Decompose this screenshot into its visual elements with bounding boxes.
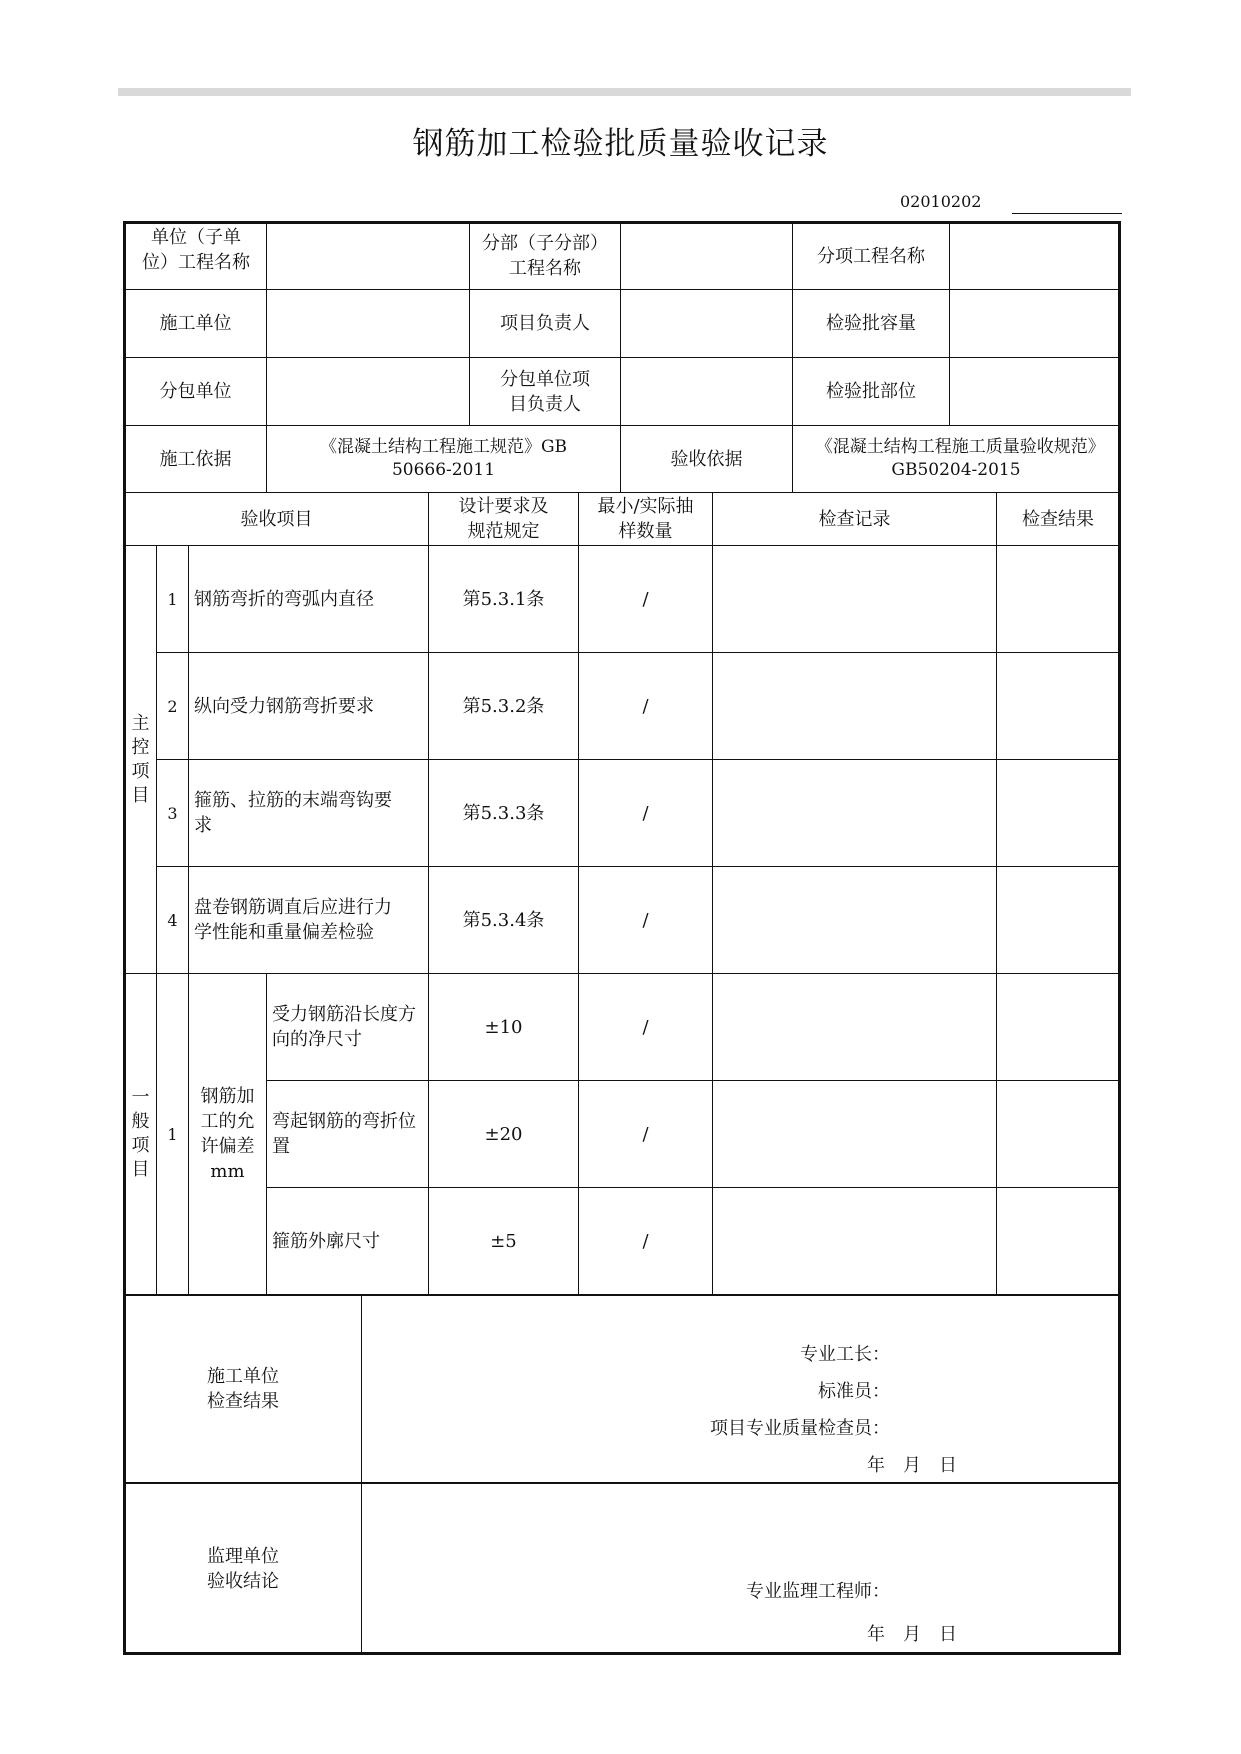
main-control-char: 目 — [131, 784, 150, 806]
item-description: 箍筋、拉筋的末端弯钩要求 — [194, 790, 392, 836]
item-result-field[interactable] — [997, 653, 1119, 759]
sub-item-name-value[interactable] — [950, 223, 1119, 289]
header-inspection-record: 检查记录 — [818, 508, 891, 530]
acceptance-basis-label: 验收依据 — [670, 448, 743, 470]
subcontractor-label: 分包单位 — [159, 381, 232, 402]
item-description: 钢筋弯折的弯弧内直径 — [194, 588, 374, 610]
general-items-char: 项 — [131, 1135, 150, 1156]
item-sample: / — [642, 695, 649, 717]
item-record-field[interactable] — [713, 1081, 996, 1187]
item-sample: / — [642, 909, 649, 931]
item-description: 受力钢筋沿长度方向的净尺寸 — [272, 1004, 416, 1050]
item-description: 弯起钢筋的弯折位置 — [272, 1111, 416, 1157]
row-number: 1 — [167, 1124, 178, 1144]
form-code: 02010202 — [900, 192, 982, 211]
header-sample-quantity: 最小/实际抽样数量 — [597, 496, 694, 542]
construction-basis-label: 施工依据 — [159, 448, 232, 470]
item-sample: / — [642, 802, 649, 824]
item-record-field[interactable] — [713, 1188, 996, 1294]
row-number: 2 — [167, 696, 178, 716]
main-control-char: 控 — [131, 736, 150, 758]
tolerance-group-label: 钢筋加工的允许偏差mm — [200, 1086, 255, 1182]
main-control-label — [125, 546, 156, 973]
item-description: 纵向受力钢筋弯折要求 — [194, 695, 374, 717]
item-requirement: 第5.3.3条 — [462, 802, 545, 824]
general-items-char: 目 — [131, 1159, 150, 1180]
item-result-field[interactable] — [997, 1081, 1119, 1187]
header-inspection-result: 检查结果 — [1022, 508, 1094, 530]
construction-date: 年 月 日 — [867, 1455, 957, 1476]
top-rule — [118, 88, 1131, 96]
sub-manager-value[interactable] — [621, 358, 792, 425]
item-result-field[interactable] — [997, 974, 1119, 1080]
subcontractor-value[interactable] — [267, 358, 469, 425]
unit-name-value[interactable] — [267, 223, 469, 289]
general-items-char: 一 — [131, 1087, 150, 1108]
item-requirement: 第5.3.1条 — [462, 588, 545, 610]
project-manager-label: 项目负责人 — [500, 313, 590, 334]
row-number: 1 — [167, 589, 178, 609]
item-result-field[interactable] — [997, 867, 1119, 973]
batch-location-label: 检验批部位 — [826, 381, 916, 402]
batch-capacity-label: 检验批容量 — [826, 313, 916, 334]
item-record-field[interactable] — [713, 653, 996, 759]
main-control-char: 主 — [131, 712, 150, 734]
sub-manager-label: 分包单位项目负责人 — [500, 368, 590, 415]
construction-check-label: 施工单位检查结果 — [207, 1366, 279, 1412]
standard-officer-signature-label: 标准员： — [818, 1381, 890, 1402]
item-requirement: ±10 — [484, 1016, 523, 1038]
row-number: 4 — [167, 910, 178, 930]
quality-inspector-signature-label: 项目专业质量检查员： — [710, 1418, 890, 1439]
construction-basis-value: 《混凝土结构工程施工规范》GB 50666-2011 — [319, 437, 568, 480]
item-description: 箍筋外廓尺寸 — [272, 1230, 380, 1252]
header-design-requirement: 设计要求及规范规定 — [458, 496, 549, 542]
header-acceptance-item: 验收项目 — [240, 508, 313, 530]
division-name-value[interactable] — [621, 223, 792, 289]
item-sample: / — [642, 1123, 649, 1145]
item-result-field[interactable] — [997, 1188, 1119, 1294]
item-requirement: 第5.3.2条 — [462, 695, 545, 717]
item-requirement: 第5.3.4条 — [462, 909, 545, 931]
division-name-label: 分部（子分部）工程名称 — [482, 233, 608, 279]
divider — [361, 1296, 362, 1653]
general-items-label — [125, 974, 156, 1294]
constructor-label: 施工单位 — [159, 313, 232, 334]
batch-location-value[interactable] — [950, 358, 1119, 425]
form-code-underline — [1012, 213, 1122, 214]
item-description: 盘卷钢筋调直后应进行力学性能和重量偏差检验 — [194, 897, 392, 943]
sub-item-name-label: 分项工程名称 — [817, 245, 925, 267]
main-control-char: 项 — [131, 760, 150, 782]
item-result-field[interactable] — [997, 760, 1119, 866]
unit-name-label: 单位（子单位）工程名称 — [142, 227, 250, 273]
acceptance-basis-value: 《混凝土结构工程施工质量验收规范》GB50204-2015 — [815, 437, 1097, 480]
item-record-field[interactable] — [713, 974, 996, 1080]
item-record-field[interactable] — [713, 760, 996, 866]
supervising-engineer-signature-label: 专业监理工程师： — [746, 1581, 890, 1602]
item-record-field[interactable] — [713, 546, 996, 652]
item-sample: / — [642, 1230, 649, 1252]
row-number: 3 — [167, 803, 178, 823]
item-record-field[interactable] — [713, 867, 996, 973]
item-requirement: ±5 — [490, 1230, 517, 1252]
foreman-signature-label: 专业工长： — [800, 1344, 890, 1365]
item-sample: / — [642, 1016, 649, 1038]
supervision-date: 年 月 日 — [867, 1624, 957, 1645]
item-result-field[interactable] — [997, 546, 1119, 652]
item-requirement: ±20 — [484, 1123, 523, 1145]
page-title: 钢筋加工检验批质量验收记录 — [412, 126, 829, 162]
constructor-value[interactable] — [267, 290, 469, 357]
batch-capacity-value[interactable] — [950, 290, 1119, 357]
supervision-conclusion-label: 监理单位验收结论 — [207, 1545, 279, 1592]
project-manager-value[interactable] — [621, 290, 792, 357]
general-items-char: 般 — [131, 1111, 150, 1132]
item-sample: / — [642, 588, 649, 610]
